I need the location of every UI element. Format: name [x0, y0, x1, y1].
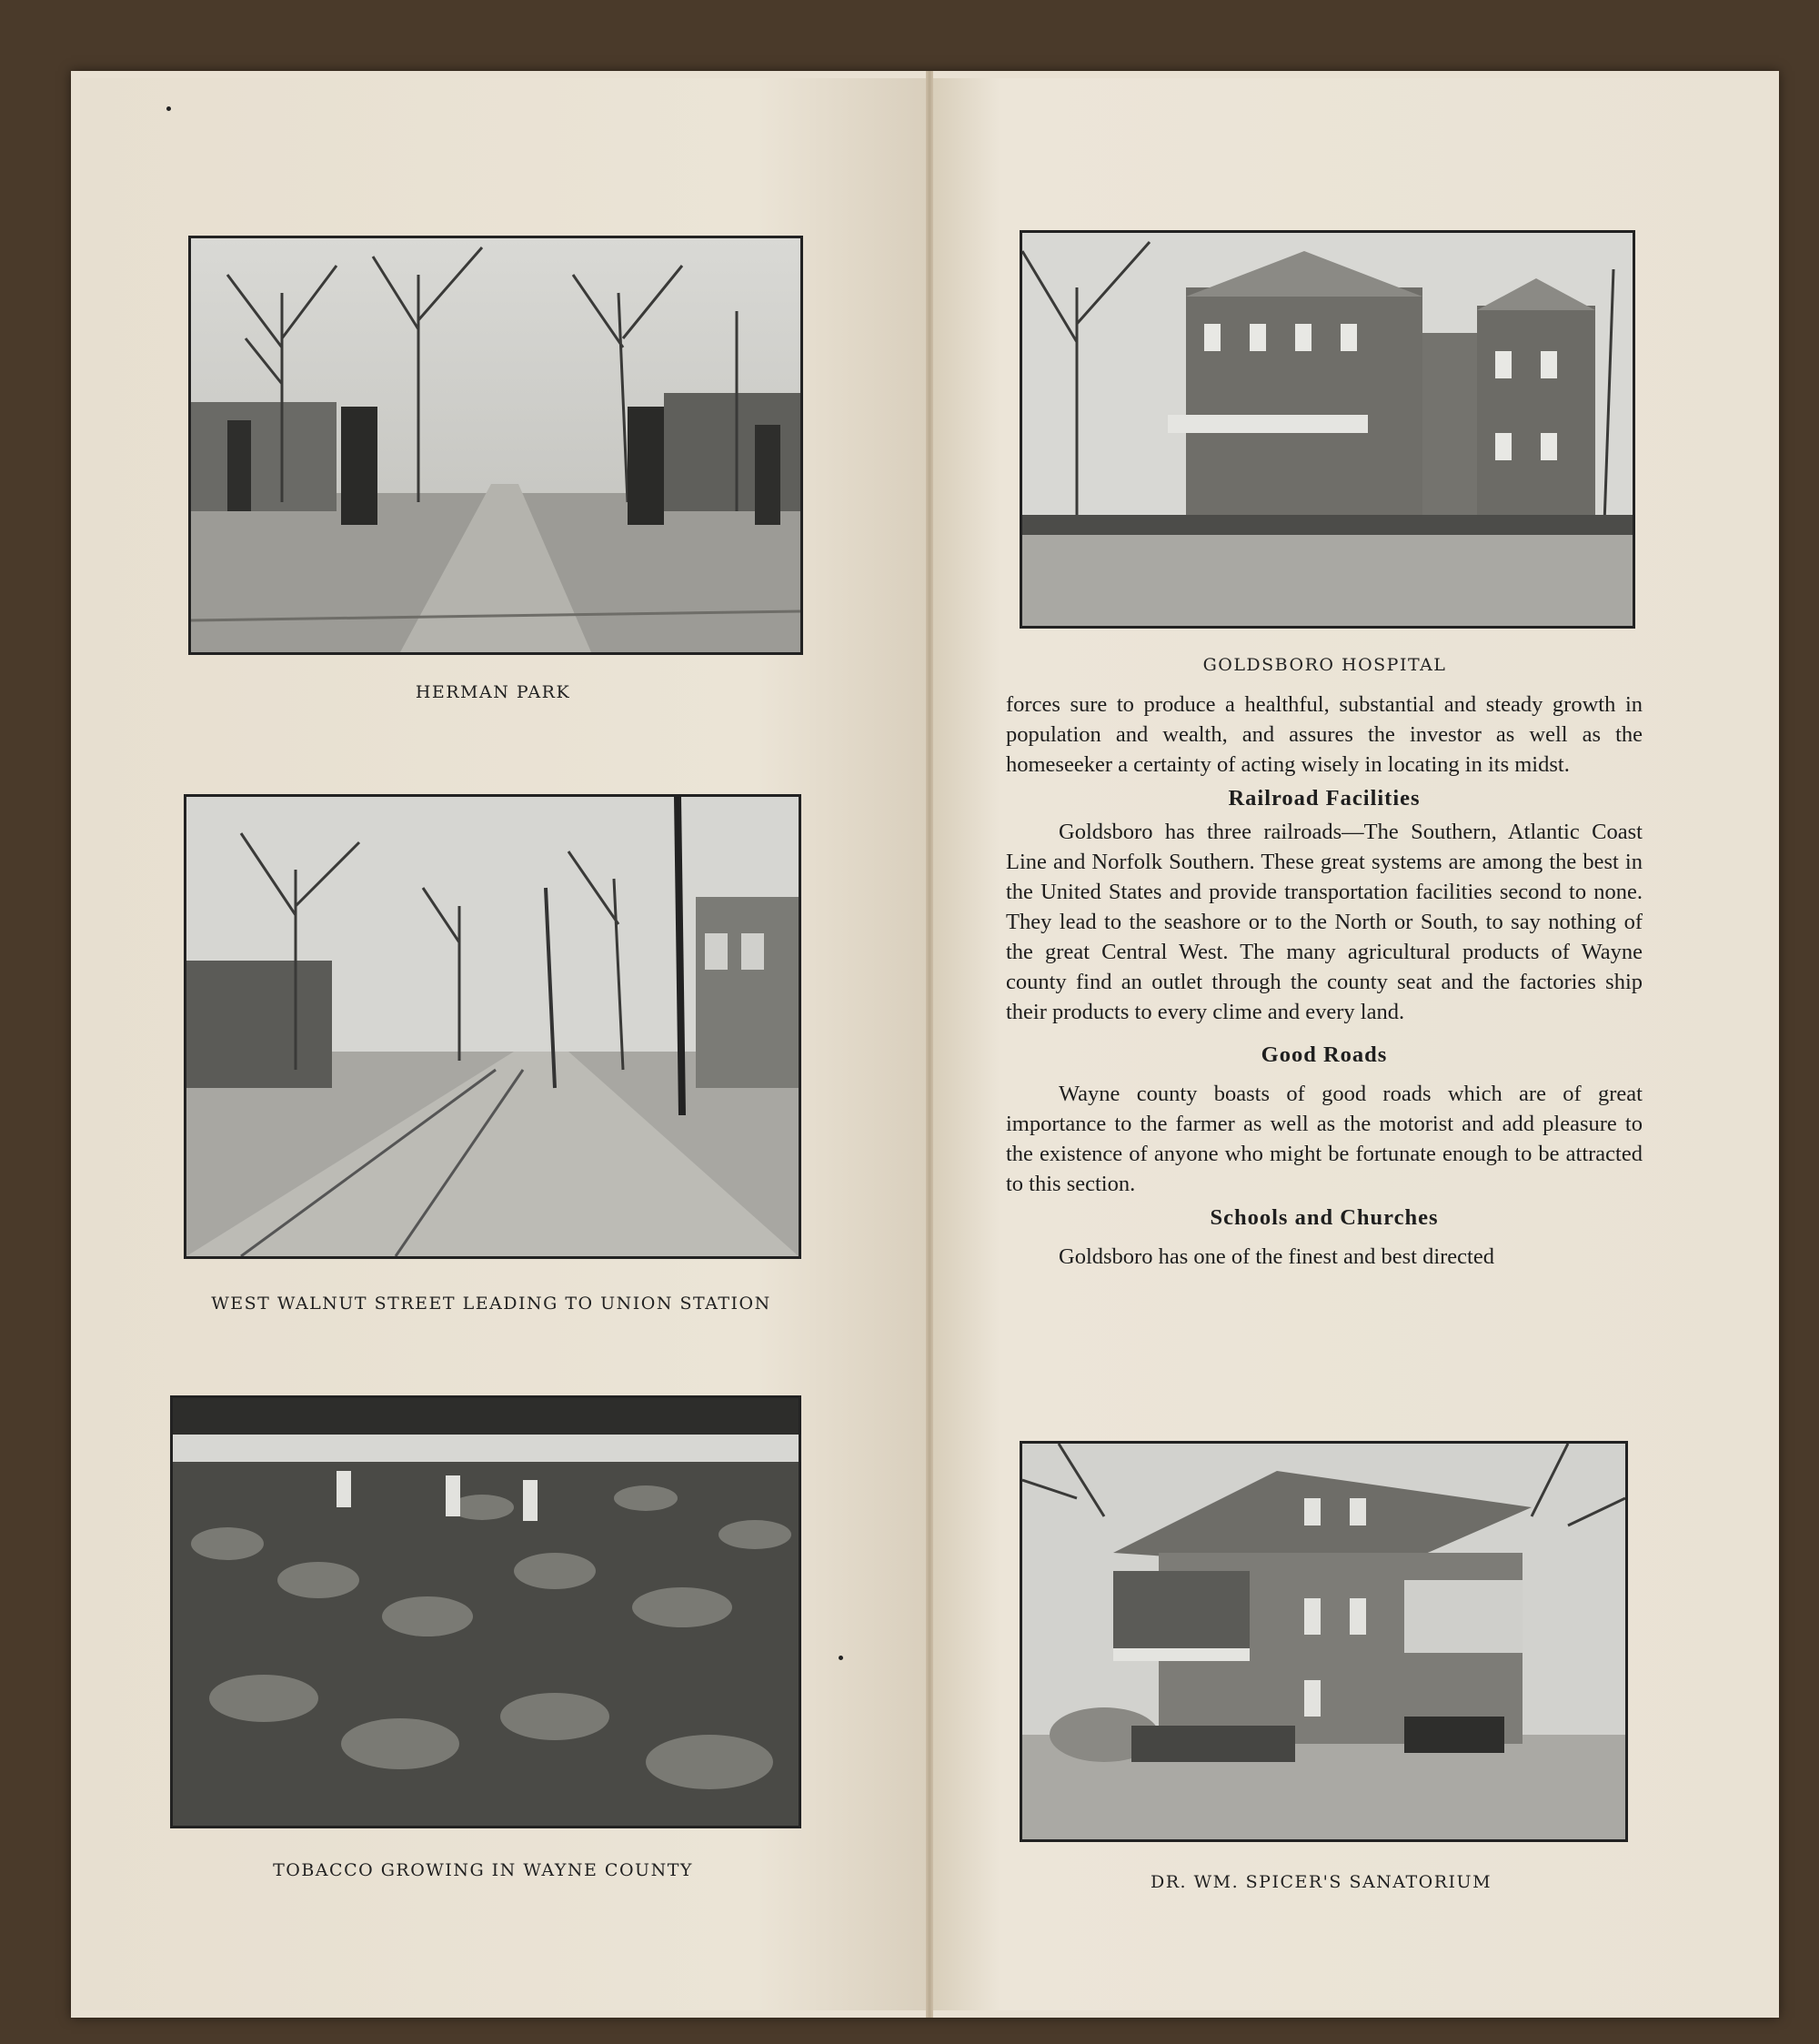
section-heading-good-roads: Good Roads — [1261, 1042, 1388, 1067]
intro-paragraph: forces sure to produce a healthful, substantial and steady growth in population and wealth, and assures the investor as well as the homeseeker a certainty of acting wisely in locating in its midst. — [1006, 692, 1643, 777]
section-heading-schools: Schools and Churches — [1210, 1205, 1439, 1230]
west-walnut-street-caption: WEST WALNUT STREET LEADING TO UNION STATION — [211, 1294, 771, 1314]
section-heading-railroad: Railroad Facilities — [1228, 786, 1421, 811]
gutter — [926, 71, 933, 2018]
tobacco-field-caption: TOBACCO GROWING IN WAYNE COUNTY — [273, 1860, 693, 1880]
spicer-sanatorium-caption: DR. WM. SPICER'S SANATORIUM — [1150, 1872, 1492, 1892]
speck — [166, 106, 171, 111]
tobacco-field-photo — [170, 1395, 801, 1828]
section-body-schools: Goldsboro has one of the finest and best directed — [1059, 1244, 1494, 1269]
section-body-good-roads: Wayne county boasts of good roads which are of great importance to the farmer as well as the motorist and add pleasure to the existence of anyone who might be fortunate enough to be attracted to this section. — [1006, 1082, 1643, 1196]
section-body-railroad: Goldsboro has three railroads—The Southern, Atlantic Coast Line and Norfolk Southern. These great systems are among the best in the United States and provide transportation facilities second to none. They lead to the seashore or to the North or South, to say nothing of the great Central West. The many agricultural products of Wayne county find an outlet through the county seat and the factories ship their products to every clime and every land. — [1006, 820, 1643, 1024]
speck — [839, 1656, 843, 1660]
herman-park-caption: HERMAN PARK — [415, 682, 571, 702]
article-text — [1006, 690, 1643, 1272]
west-walnut-street-photo — [184, 794, 801, 1259]
herman-park-photo — [188, 236, 803, 655]
goldsboro-hospital-caption: GOLDSBORO HOSPITAL — [1202, 655, 1447, 675]
goldsboro-hospital-photo — [1020, 230, 1635, 629]
spicer-sanatorium-photo — [1020, 1441, 1628, 1842]
